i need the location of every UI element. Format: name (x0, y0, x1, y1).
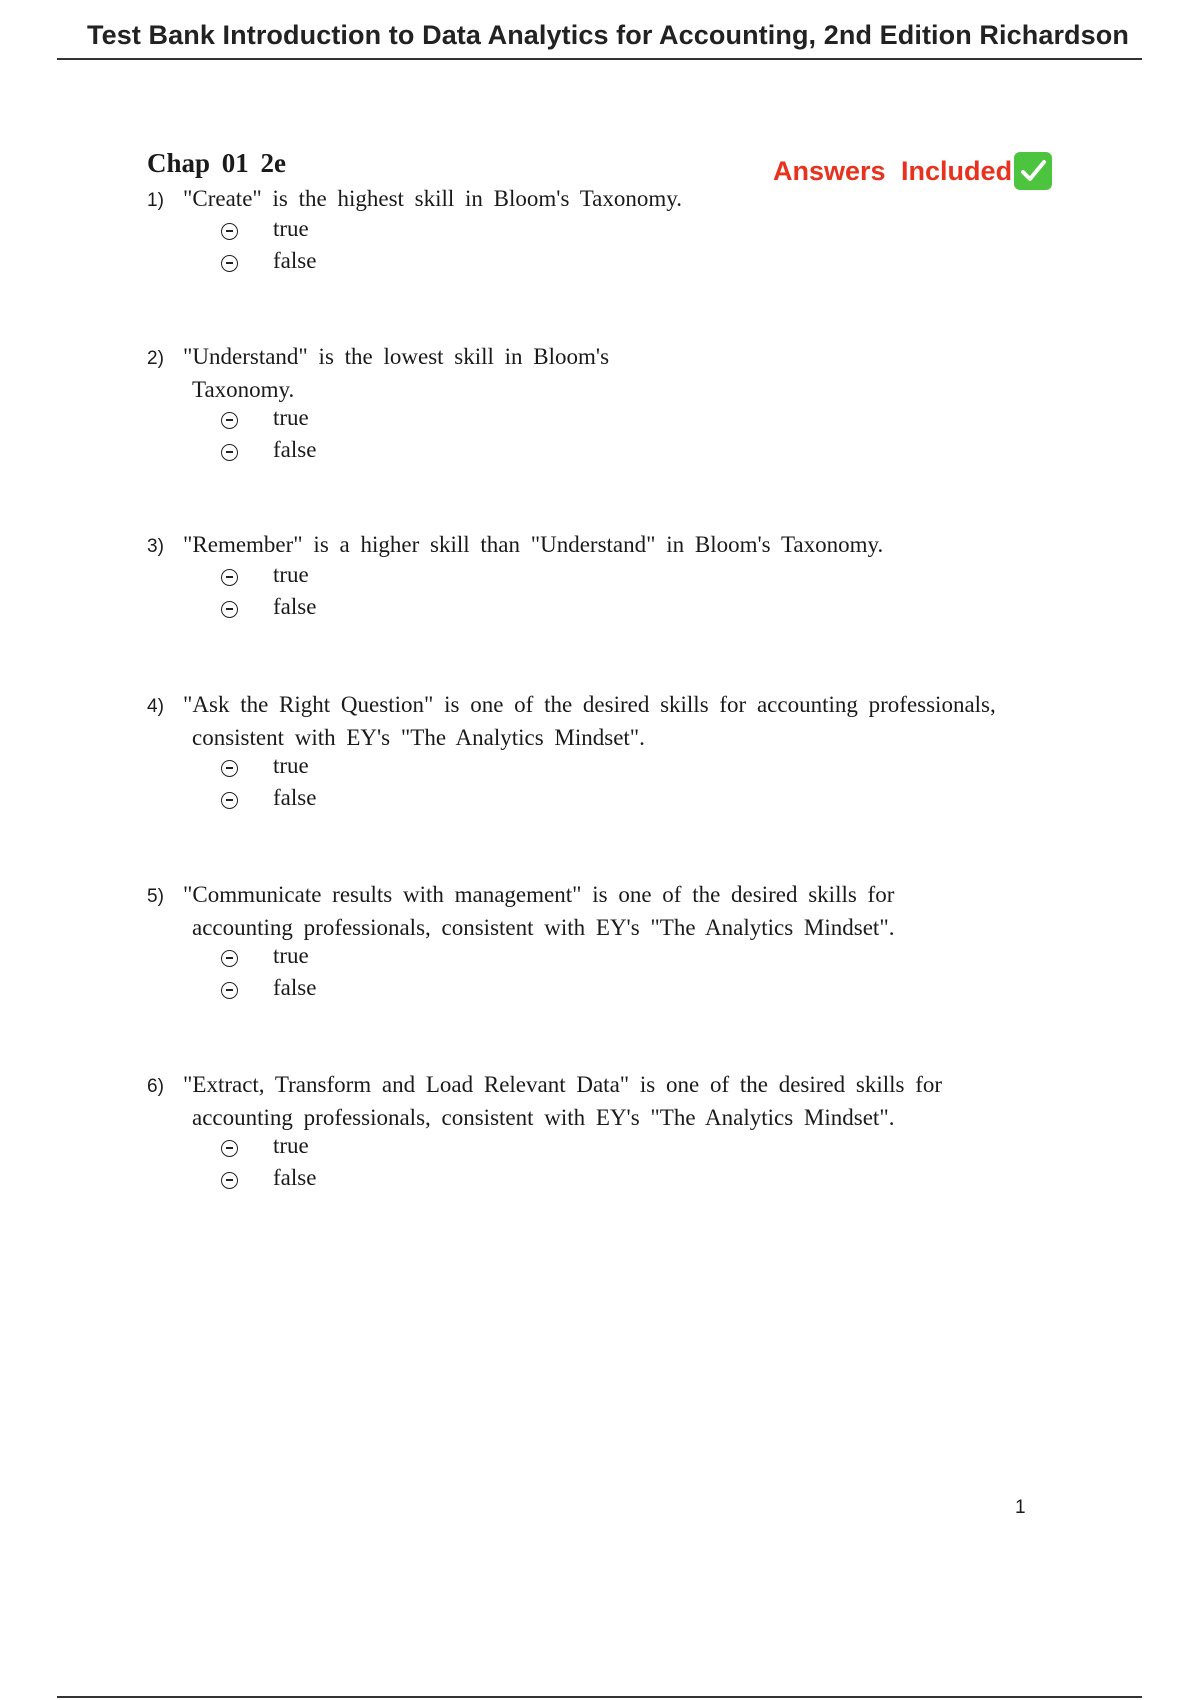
question-text: "Remember" is a higher skill than "Understand" in Bloom's Taxonomy. (183, 532, 884, 557)
radio-icon[interactable] (221, 444, 238, 461)
option-label: true (273, 405, 309, 430)
question-1 (147, 183, 1047, 280)
question-text-continued: Taxonomy. (192, 377, 295, 402)
question-text: "Understand" is the lowest skill in Bloom's (183, 344, 610, 369)
option-label: false (273, 437, 317, 462)
option-label: false (273, 594, 317, 619)
radio-icon[interactable] (221, 569, 238, 586)
option-true[interactable] (147, 1133, 1047, 1165)
option-label: true (273, 943, 309, 968)
radio-icon[interactable] (221, 1172, 238, 1189)
option-false[interactable] (147, 1165, 1047, 1197)
radio-icon[interactable] (221, 792, 238, 809)
radio-icon[interactable] (221, 760, 238, 777)
radio-icon[interactable] (221, 1140, 238, 1157)
option-true[interactable] (147, 216, 1047, 248)
question-text-continued: accounting professionals, consistent with EY's "The Analytics Mindset". (192, 915, 895, 940)
header-title: Test Bank Introduction to Data Analytics for Accounting, 2nd Edition Richardson (87, 20, 1129, 50)
question-text-continued: accounting professionals, consistent with EY's "The Analytics Mindset". (192, 1105, 895, 1130)
question-number: 2) (147, 348, 164, 369)
option-label: true (273, 1133, 309, 1158)
radio-icon[interactable] (221, 982, 238, 999)
option-label: true (273, 753, 309, 778)
option-true[interactable] (147, 562, 1047, 594)
page-number: 1 (1015, 1497, 1026, 1518)
option-false[interactable] (147, 975, 1047, 1007)
radio-icon[interactable] (221, 950, 238, 967)
question-text-continued: consistent with EY's "The Analytics Mindset". (192, 725, 645, 750)
question-6 (147, 1069, 1047, 1197)
footer-divider (57, 1696, 1142, 1698)
radio-icon[interactable] (221, 601, 238, 618)
question-text: "Ask the Right Question" is one of the desired skills for accounting professionals, (183, 692, 996, 717)
question-number: 3) (147, 536, 164, 557)
radio-icon[interactable] (221, 223, 238, 240)
question-text: "Communicate results with management" is one of the desired skills for (183, 882, 895, 907)
option-label: false (273, 248, 317, 273)
option-label: false (273, 975, 317, 1000)
question-text: "Create" is the highest skill in Bloom's Taxonomy. (183, 186, 683, 211)
question-3 (147, 529, 1047, 626)
option-false[interactable] (147, 785, 1047, 817)
question-2 (147, 341, 1047, 469)
option-label: false (273, 785, 317, 810)
question-number: 4) (147, 696, 164, 717)
question-text: "Extract, Transform and Load Relevant Data" is one of the desired skills for (183, 1072, 943, 1097)
option-true[interactable] (147, 405, 1047, 437)
page-header (57, 18, 1142, 60)
option-label: true (273, 216, 309, 241)
answers-badge-text: Answers Included (773, 155, 1013, 186)
question-5 (147, 879, 1047, 1007)
option-label: false (273, 1165, 317, 1190)
question-4 (147, 689, 1047, 817)
option-false[interactable] (147, 248, 1047, 280)
radio-icon[interactable] (221, 412, 238, 429)
question-number: 6) (147, 1076, 164, 1097)
option-true[interactable] (147, 753, 1047, 785)
question-number: 1) (147, 190, 164, 211)
question-number: 5) (147, 886, 164, 907)
option-label: true (273, 562, 309, 587)
radio-icon[interactable] (221, 255, 238, 272)
chapter-title: Chap 01 2e (147, 148, 287, 178)
option-true[interactable] (147, 943, 1047, 975)
option-false[interactable] (147, 437, 1047, 469)
option-false[interactable] (147, 594, 1047, 626)
